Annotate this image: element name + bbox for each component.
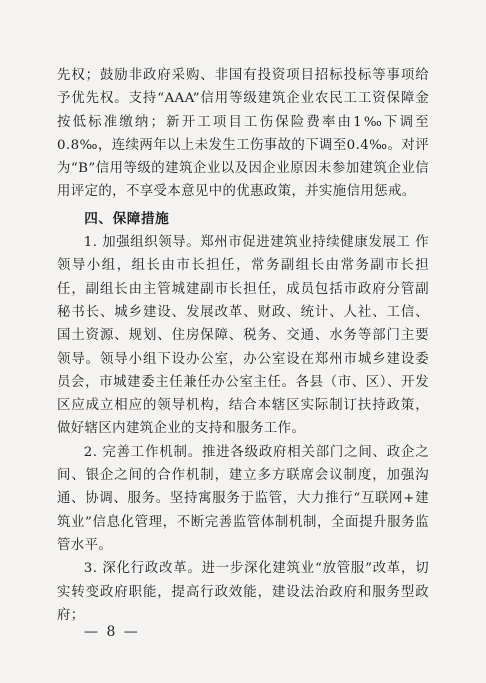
paragraph-work-mechanism: 2. 完善工作机制。推进各级政府相关部门之间、政企之间、银企之间的合作机制，建立多方联席会议制度，加强沟通、协调、服务。坚持寓服务于监管，大力推行“互联网+建筑业”信息化管理，不断完善监管体制机制，全面提升服务监管水平。 (57, 444, 429, 553)
page-number: — 8 — (84, 624, 140, 640)
paragraph-administrative-reform: 3. 深化行政改革。进一步深化建筑业“放管服”改革，切实转变政府职能，提高行政效能，建设法治政府和服务型政府； (57, 561, 429, 623)
document-body (57, 64, 429, 627)
paragraph-organization-leadership: 1. 加强组织领导。郑州市促进建筑业持续健康发展工 作领导小组，组长由市长担任，常务副组长由常务副市长担任，副组长由主管城建副市长担任，成员包括市政府分管副秘书长、城乡建设、发展改革、财政、统计、人社、工信、国土资源、规划、住房保障、税务、交通、水务等部门主要领导。领导小组下设办公室，办公室设在郑州市城乡建设委员会，市城建委主任兼任办公室主任。各县（市、区）、开发区应成立相应的领导机构，结合本辖区实际制订扶持政策，做好辖区内建筑企业的支持和服务工作。 (57, 235, 429, 437)
paragraph-credit-policy: 先权；鼓励非政府采购、非国有投资项目招标投标等事项给予优先权。支持“AAA”信用等级建筑企业农民工工资保障金按低标准缴纳；新开工项目工伤保险费率由1‰下调至0.8‰，连续两年以上未发生工伤事故的下调至0.4‰。对评为“B”信用等级的建筑企业以及因企业原因未参加建筑企业信用评定的，不享受本意见中的优惠政策，并实施信用惩戒。 (57, 68, 429, 200)
section-heading: 四、保障措施 (84, 210, 170, 227)
